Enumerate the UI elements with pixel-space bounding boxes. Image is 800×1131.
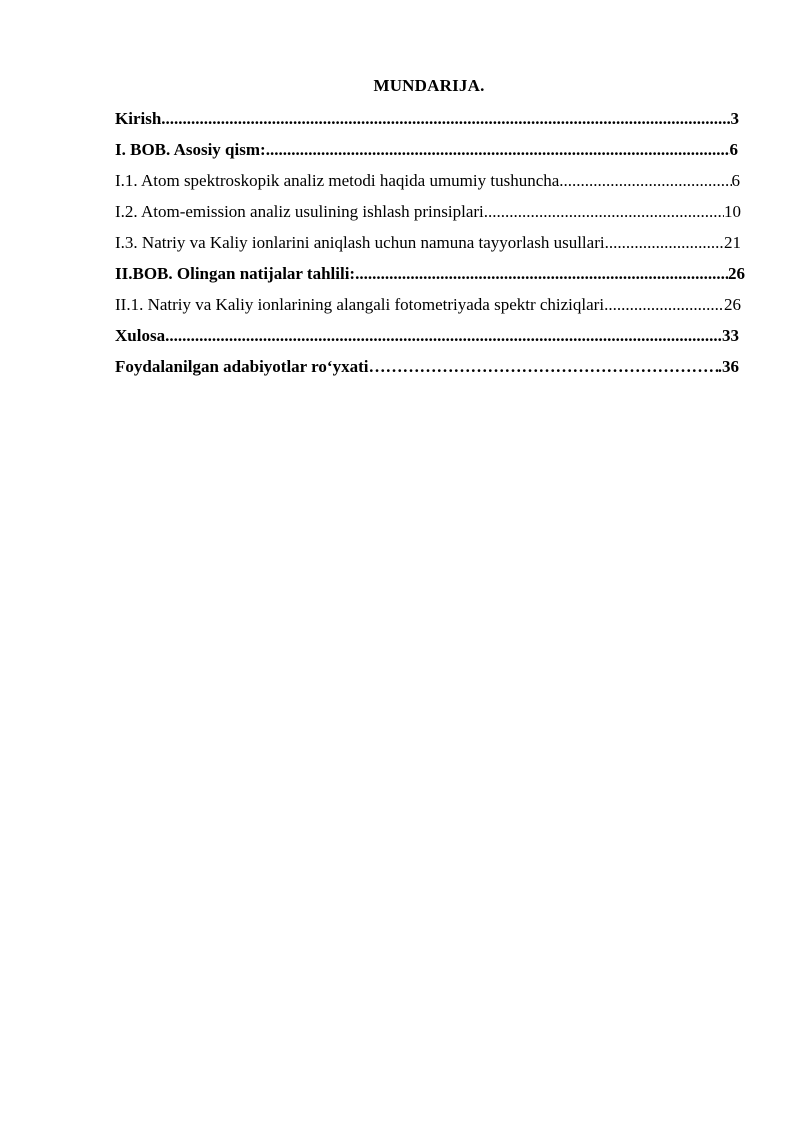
toc-entry-section-1-2[interactable]	[115, 202, 741, 222]
dot-leader	[559, 171, 731, 191]
toc-entry-label: I.3. Natriy va Kaliy ionlarini aniqlash uchun namuna tayyorlash usullari	[115, 233, 605, 252]
toc-entry-section-2-1[interactable]	[115, 295, 741, 315]
toc-entry-chapter-1[interactable]	[115, 140, 738, 160]
toc-page-number: 26	[728, 264, 745, 283]
toc-entry-section-1-3[interactable]	[115, 233, 741, 253]
toc-entry-label: I.1. Atom spektroskopik analiz metodi haqida umumiy tushuncha	[115, 171, 560, 190]
toc-page-number: 26	[724, 295, 741, 314]
toc-page-number: 10	[724, 202, 741, 221]
toc-page-number: 21	[724, 233, 741, 252]
toc-entry-label: II.BOB. Olingan natijalar tahlili:	[115, 264, 356, 283]
dot-leader	[355, 264, 728, 284]
toc-page-number: 6	[731, 171, 740, 190]
toc-entry-references[interactable]	[115, 357, 739, 377]
toc-entry-section-1-1[interactable]	[115, 171, 740, 191]
ellipsis-leader	[368, 357, 717, 377]
toc-entry-label: I. BOB. Asosiy qism:	[115, 140, 266, 159]
dot-leader	[161, 109, 730, 129]
toc-entry-label: Kirish	[115, 109, 162, 128]
toc-entry-xulosa[interactable]	[115, 326, 739, 346]
toc-entry-label: II.1. Natriy va Kaliy ionlarining alangali fotometriyada spektr chiziqlari	[115, 295, 605, 314]
toc-entry-kirish[interactable]	[115, 109, 739, 129]
dot-leader	[605, 233, 724, 253]
dot-leader	[604, 295, 724, 315]
toc-entry-label: Xulosa	[115, 326, 166, 345]
dot-leader	[484, 202, 724, 222]
toc-entry-label: I.2. Atom-emission analiz usulining ishlash prinsiplari	[115, 202, 484, 221]
toc-entry-chapter-2[interactable]	[115, 264, 745, 284]
toc-entry-label: Foydalanilgan adabiyotlar ro‘yxati	[115, 357, 369, 376]
table-of-contents	[115, 109, 745, 377]
toc-page-number: 33	[722, 326, 739, 345]
page-title: MUNDARIJA.	[373, 76, 485, 95]
toc-page-number: 6	[729, 140, 738, 159]
dot-leader	[165, 326, 722, 346]
dot-leader	[266, 140, 730, 160]
toc-page-number: .36	[717, 357, 739, 376]
toc-page-number: 3	[730, 109, 739, 128]
